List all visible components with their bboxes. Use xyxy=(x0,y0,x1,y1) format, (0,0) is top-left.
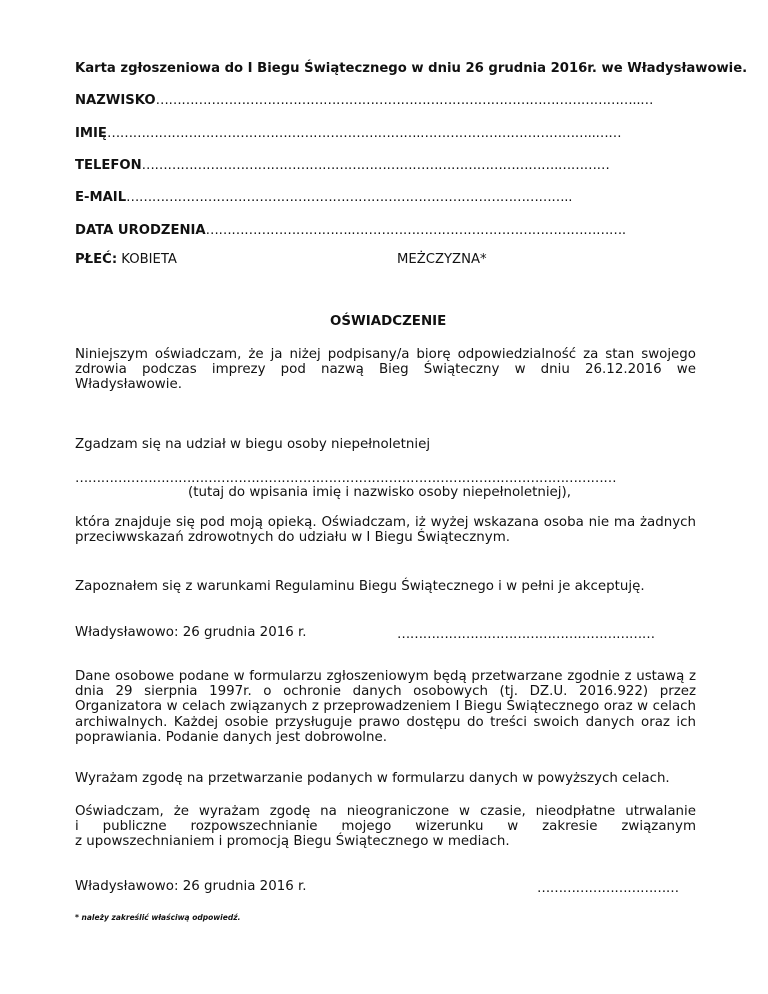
surname-label: NAZWISKO xyxy=(75,93,156,108)
health-declaration: Niniejszym oświadczam, że ja niżej podpisany/a biorę odpowiedzialność za stan swojego zdrowia podczas imprezy pod nazwą Bieg Świąteczny w dniu 26.12.2016 we Władysławowie. xyxy=(75,347,696,393)
regulations-acceptance: Zapoznałem się z warunkami Regulaminu Biegu Świątecznego i w pełni je akceptuję. xyxy=(75,579,645,594)
surname-dots: …………………………………………………………………………………………………..… xyxy=(155,93,654,108)
birth-date-label: DATA URODZENIA xyxy=(75,223,206,238)
name-label: IMIĘ xyxy=(75,126,107,141)
birth-date-field[interactable] xyxy=(75,222,626,239)
phone-label: TELEFON xyxy=(75,158,142,173)
gender-label: PŁEĆ: xyxy=(75,252,118,267)
data-protection-notice: Dane osobowe podane w formularzu zgłoszeniowym będą przetwarzane zgodnie z ustawą z dnia 29 sierpnia 1997r. o ochronie danych osobowych (tj. DZ.U. 2016.922) przez Organizatora w celach związanych z przeprowadzeniem I Biegu Świątecznego oraz w celach archiwalnych. Każdej osobie przysługuje prawo dostępu do treści swoich danych oraz ich poprawiania. Podanie danych jest dobrowolne. xyxy=(75,669,696,745)
email-dots: ………………………………………………………………………………………….. xyxy=(126,190,573,205)
email-field[interactable] xyxy=(75,189,572,206)
page-title: Karta zgłoszeniowa do I Biegu Świątecznego w dniu 26 grudnia 2016r. we Władysławowie. xyxy=(75,61,748,76)
phone-field[interactable] xyxy=(75,157,610,174)
surname-field[interactable] xyxy=(75,92,653,109)
gender-option-male[interactable]: MEŻCZYZNA* xyxy=(397,252,487,267)
minor-consent: Zgadzam się na udział w biegu osoby niepełnoletniej xyxy=(75,437,431,452)
birth-date-dots: …………………………….………………………………………………………. xyxy=(205,223,626,238)
place-date-1: Władysławowo: 26 grudnia 2016 r. xyxy=(75,625,307,640)
signature-line-2[interactable]: …………………………… xyxy=(537,881,679,896)
image-consent-line-1: Oświadczam, że wyrażam zgodę na nieograniczone w czasie, nieodpłatne utrwalanie xyxy=(75,804,696,819)
image-consent-line-3: z upowszechnianiem i promocją Biegu Świątecznego w mediach. xyxy=(75,834,510,850)
minor-declaration: która znajduje się pod moją opieką. Oświadczam, iż wyżej wskazana osoba nie ma żadnych przeciwwskazań zdrowotnych do udziału w I Biegu Świątecznym. xyxy=(75,515,696,546)
processing-consent: Wyrażam zgodę na przetwarzanie podanych w formularzu danych w powyższych celach. xyxy=(75,771,670,786)
gender-row xyxy=(75,251,177,268)
phone-dots: …………………………………………………………………………………….………… xyxy=(141,158,610,173)
email-label: E-MAIL xyxy=(75,190,127,205)
image-consent xyxy=(75,804,696,850)
image-consent-line-2: i publiczne rozpowszechnianie mojego wizerunku w zakresie związanym xyxy=(75,819,696,835)
gender-option-female[interactable]: KOBIETA xyxy=(121,252,177,267)
place-date-2: Władysławowo: 26 grudnia 2016 r. xyxy=(75,879,307,894)
signature-line-1[interactable]: …………………………………………………… xyxy=(397,627,655,642)
declaration-heading: OŚWIADCZENIE xyxy=(330,314,447,329)
minor-name-hint: (tutaj do wpisania imię i nazwisko osoby niepełnoletniej), xyxy=(188,485,571,500)
name-dots: ……………………………………………………………….…………………………………..…… xyxy=(106,126,622,141)
footnote: * należy zakreślić właściwą odpowiedź. xyxy=(75,913,241,922)
name-field[interactable] xyxy=(75,125,621,142)
minor-name-dots[interactable]: ……………………………………………………………………………………………………………… xyxy=(75,471,617,486)
